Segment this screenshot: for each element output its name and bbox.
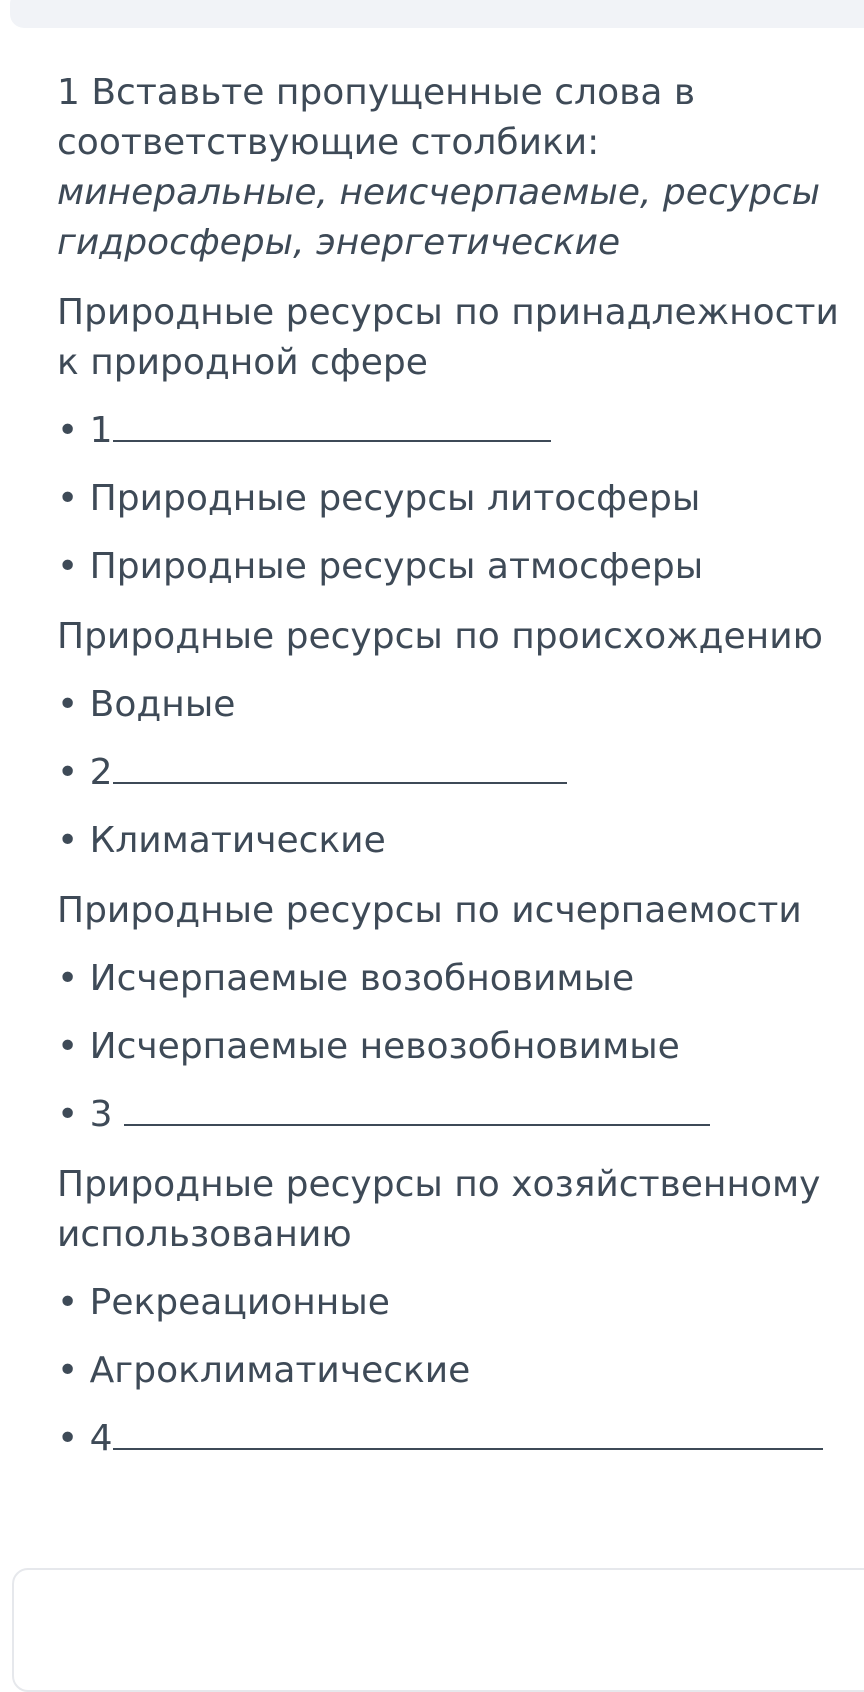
answer-input-card[interactable]	[12, 1568, 864, 1692]
answer-blank-3	[124, 1090, 710, 1126]
list-item: • Водные	[57, 684, 236, 725]
list-item: • Исчерпаемые невозобновимые	[57, 1026, 680, 1067]
list-item: • Агроклиматические	[57, 1350, 471, 1391]
section-heading-exhaustibility: Природные ресурсы по исчерпаемости	[57, 890, 802, 931]
answer-blank-2	[113, 748, 567, 784]
list-item: • Рекреационные	[57, 1282, 390, 1323]
list-item: • Природные ресурсы атмосферы	[57, 546, 704, 587]
list-item-blank-1: • 1	[57, 406, 857, 456]
task-intro: 1 Вставьте пропущенные слова в соответствующие столбики:	[57, 72, 696, 163]
task-words: минеральные, неисчерпаемые, ресурсы гидросферы, энергетические	[57, 172, 821, 263]
list-item: • Природные ресурсы литосферы	[57, 478, 701, 519]
top-card	[10, 0, 864, 28]
answer-blank-1	[113, 406, 551, 442]
list-item-blank-3: • 3	[57, 1090, 857, 1140]
list-item: • Исчерпаемые возобновимые	[57, 958, 635, 999]
question-content	[57, 68, 857, 1464]
task-text	[57, 68, 857, 268]
list-item: • Климатические	[57, 820, 386, 861]
list-item-blank-2: • 2	[57, 748, 857, 798]
section-heading-origin: Природные ресурсы по происхождению	[57, 616, 823, 657]
list-item-blank-4: • 4	[57, 1414, 857, 1464]
section-heading-economic-use: Природные ресурсы по хозяйственному использованию	[57, 1164, 821, 1255]
section-heading-sphere: Природные ресурсы по принадлежности к природной сфере	[57, 292, 839, 383]
answer-blank-4	[113, 1414, 823, 1450]
